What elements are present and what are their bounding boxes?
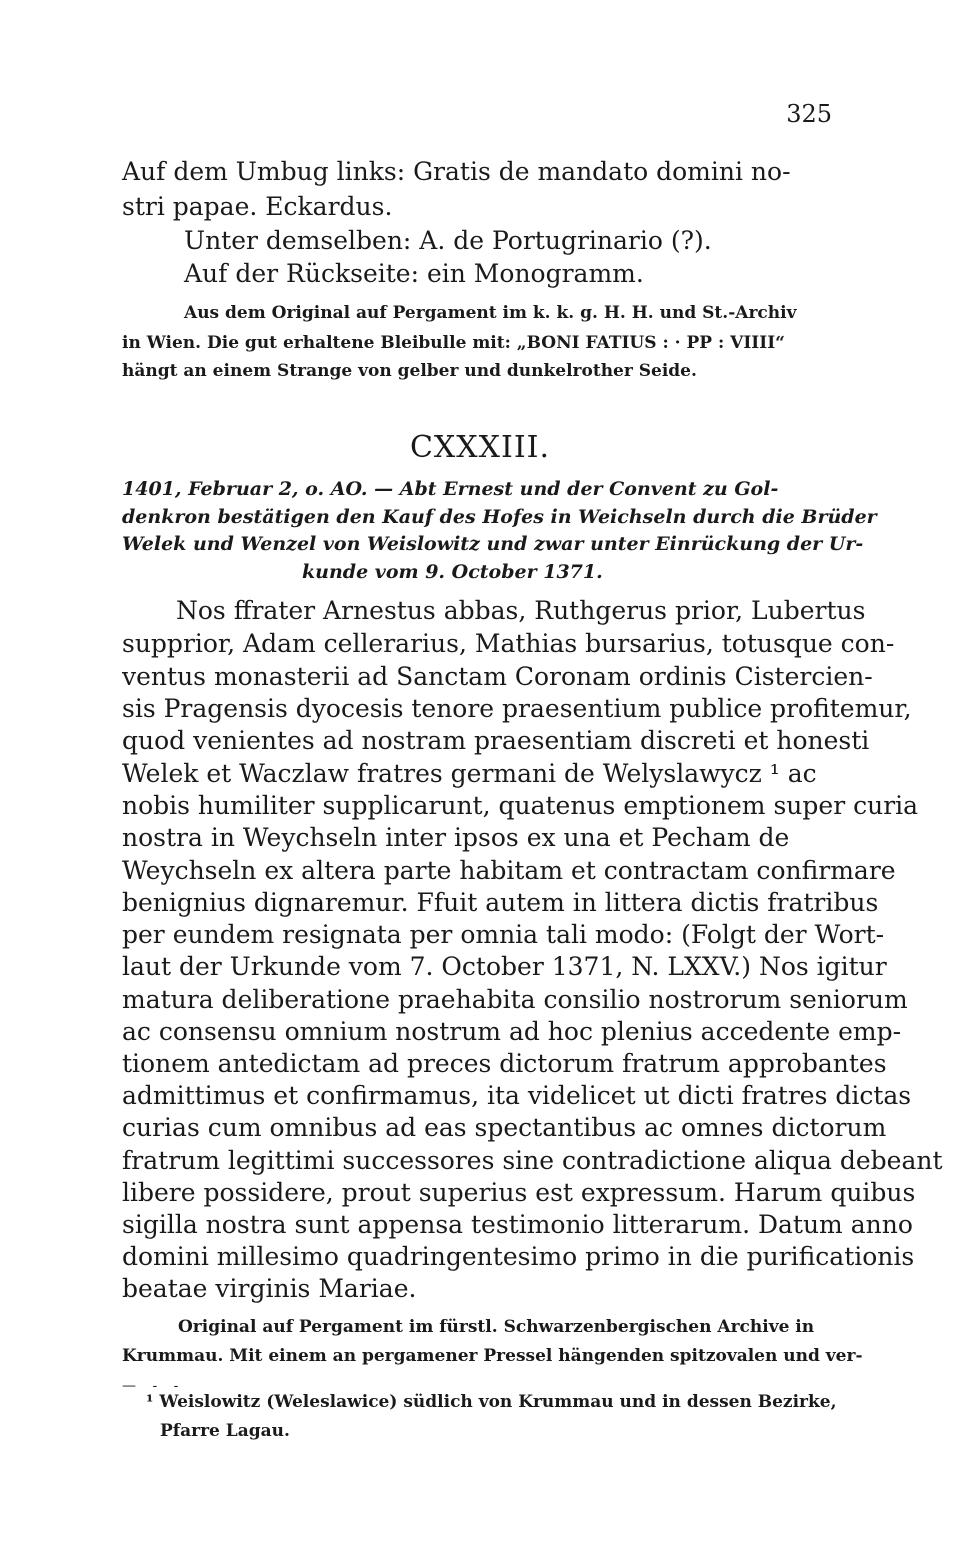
body-line: curias cum omnibus ad eas spectantibus ac omnes dictorum [122, 1113, 887, 1142]
source-note-line: hängt an einem Strange von gelber und dunkelrother Seide. [122, 361, 697, 381]
body-line: nostra in Weychseln inter ipsos ex una et Pecham de [122, 823, 790, 852]
summary-line: Welek und Wenzel von Weislowitz und zwar unter Einrückung der Ur- [122, 533, 864, 555]
closing-note-line: Krummau. Mit einem an pergamener Pressel hängenden spitzovalen und ver- [122, 1346, 863, 1366]
body-line: ac consensu omnium nostrum ad hoc plenius accedente emp- [122, 1017, 902, 1046]
body-line: nobis humiliter supplicarunt, quatenus emptionem super curia [122, 791, 919, 820]
summary-line: kunde vom 9. October 1371. [302, 561, 603, 583]
body-line: supprior, Adam cellerarius, Mathias bursarius, totusque con- [122, 629, 895, 658]
body-line: Nos ffrater Arnestus abbas, Ruthgerus prior, Lubertus [176, 596, 866, 625]
body-line: sis Pragensis dyocesis tenore praesentium publice profitemur, [122, 694, 912, 723]
document-number-heading: CXXXIII. [409, 430, 551, 465]
footnote-line: ¹ Weislowitz (Weleslawice) südlich von Krummau und in dessen Bezirke, [146, 1392, 837, 1412]
body-line: Weychseln ex altera parte habitam et contractam confirmare [122, 856, 896, 885]
body-line: admittimus et confirmamus, ita videlicet ut dicti fratres dictas [122, 1081, 912, 1110]
body-line: quod venientes ad nostram praesentiam discreti et honesti [122, 726, 870, 755]
body-line: beatae virginis Mariae. [122, 1274, 417, 1303]
source-note-line: Aus dem Original auf Pergament im k. k. g. H. H. und St.-Archiv [184, 303, 797, 323]
body-line: laut der Urkunde vom 7. October 1371, N. LXXV.) Nos igitur [122, 952, 887, 981]
body-line: per eundem resignata per omnia tali modo: (Folgt der Wort- [122, 920, 885, 949]
body-line: matura deliberatione praehabita consilio nostrorum seniorum [122, 985, 908, 1014]
page-number: 325 [786, 100, 832, 128]
source-note-line: in Wien. Die gut erhaltene Bleibulle mit: „BONI FATIUS : · PP : VIIII“ [122, 333, 785, 353]
body-line: benignius dignaremur. Ffuit autem in littera dictis fratribus [122, 888, 879, 917]
summary-line: denkron bestätigen den Kauf des Hofes in Weichseln durch die Brüder [122, 506, 877, 528]
footnote-separator: — - - [122, 1378, 185, 1394]
intro-line: stri papae. Eckardus. [122, 192, 393, 221]
body-line: libere possidere, prout superius est expressum. Harum quibus [122, 1178, 916, 1207]
body-line: fratrum legittimi successores sine contradictione aliqua debeant [122, 1146, 943, 1175]
body-line: domini millesimo quadringentesimo primo in die purificationis [122, 1242, 915, 1271]
intro-line: Unter demselben: A. de Portugrinario (?). [184, 226, 712, 255]
body-line: tionem antedictam ad preces dictorum fratrum approbantes [122, 1049, 887, 1078]
body-line: ventus monasterii ad Sanctam Coronam ordinis Cistercien- [122, 662, 873, 691]
summary-line: 1401, Februar 2, o. AO. — Abt Ernest und der Convent zu Gol- [122, 478, 779, 500]
body-line: sigilla nostra sunt appensa testimonio litterarum. Datum anno [122, 1210, 913, 1239]
intro-line: Auf dem Umbug links: Gratis de mandato domini no- [122, 157, 791, 186]
body-line: Welek et Waczlaw fratres germani de Welyslawycz ¹ ac [122, 759, 817, 788]
footnote-line: Pfarre Lagau. [160, 1421, 290, 1441]
closing-note-line: Original auf Pergament im fürstl. Schwarzenbergischen Archive in [178, 1317, 815, 1337]
intro-line: Auf der Rückseite: ein Monogramm. [184, 259, 644, 288]
